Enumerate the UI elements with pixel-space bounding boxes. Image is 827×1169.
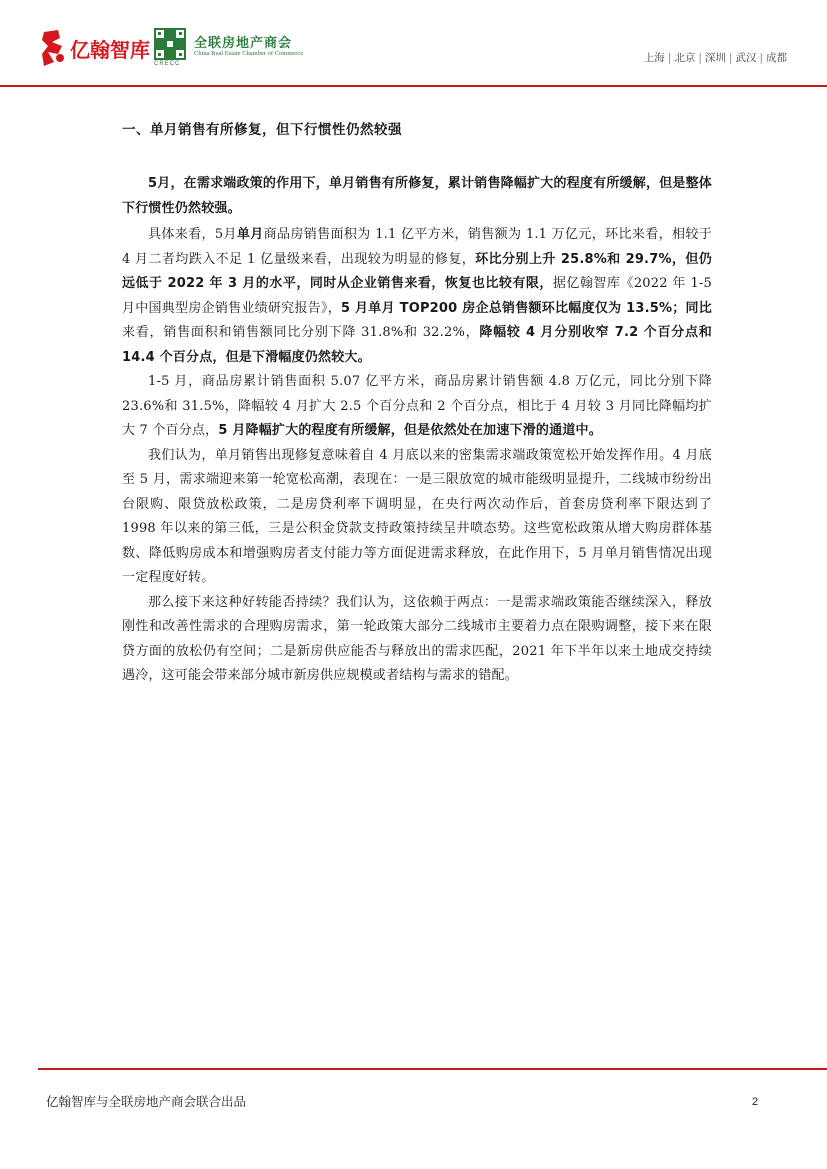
paragraph-monthly-detail — [122, 223, 712, 370]
bold-run: 5 月降幅扩大的程度有所缓解，但是依然处在加速下滑的通道中。 — [218, 423, 602, 438]
paragraph-cumulative — [122, 370, 712, 444]
city-chengdu: 成都 — [766, 52, 787, 64]
yihan-logo-text: 亿翰智库 — [70, 38, 150, 62]
yihan-logo-icon — [38, 28, 68, 68]
lead-text: 5月，在需求端政策的作用下，单月销售有所修复，累计销售降幅扩大的程度有所缓解，但是整体下行惯性仍然较强。 — [122, 176, 712, 216]
text-run: 据亿翰智库《2022 年 1-5 月中国典型房企销售业绩研究报告》， — [122, 276, 713, 316]
text-run: 1-5 月，商品房累计销售面积 5.07 亿平方米，商品房累计销售额 4.8 万亿元，同比分别下降 23.6%和 31.5%，降幅较 4 月扩大 2.5 个百分点和 2 个百分点，相比于 4 月较 3 月同比降幅均扩大 7 个百分点， — [122, 374, 712, 438]
city-separator: | — [667, 52, 672, 64]
footer-credit: 亿翰智库与全联房地产商会联合出品 — [46, 1094, 247, 1109]
city-beijing: 北京 — [674, 52, 696, 64]
crecc-logo-icon — [154, 28, 186, 60]
section-heading: 一、单月销售有所修复，但下行惯性仍然较强 — [122, 122, 402, 138]
bold-run: 单月 — [236, 227, 264, 242]
city-shenzhen: 深圳 — [704, 52, 726, 64]
crecc-logo-en: China Real Estate Chamber of Commerce — [194, 50, 304, 57]
bold-run: 降幅较 4 月分别收窄 7.2 个百分点和 14.4 个百分点，但是下滑幅度仍然较大。 — [122, 325, 712, 365]
crecc-logo-abbr: CRECC — [154, 61, 181, 67]
bold-run: 环比分别上升 25.8%和 29.7%，但仍远低于 2022 年 3 月的水平，同时从企业销售来看，恢复也比较有限， — [122, 251, 712, 291]
yihan-logo — [38, 28, 156, 72]
crecc-logo — [154, 28, 324, 68]
report-body — [122, 118, 712, 689]
text-run: 具体来看，5月 — [148, 227, 237, 242]
city-wuhan: 武汉 — [735, 52, 757, 64]
page-header — [0, 0, 827, 92]
footer-divider — [38, 1068, 827, 1070]
office-cities — [644, 50, 787, 65]
header-divider — [0, 85, 827, 87]
city-separator: | — [698, 52, 702, 64]
bold-run: 5 月单月 TOP200 房企总销售额环比幅度仅为 13.5%；同比 — [341, 300, 712, 316]
text-run: 来看，销售面积和销售额同比分别下降 31.8%和 32.2%， — [122, 325, 480, 340]
paragraph-outlook: 那么接下来这种好转能否持续？我们认为，这依赖于两点：一是需求端政策能否继续深入，释放刚性和改善性需求的合理购房需求，第一轮政策大部分二线城市主要着力点在限购调整，接下来在限贷方面的放松仍有空间；二是新房供应能否与释放出的需求匹配，2021 年下半年以来土地成交持续遇冷，这可能会带来部分城市新房供应规模或者结构与需求的错配。 — [122, 594, 712, 683]
page-number: 2 — [752, 1096, 759, 1108]
city-separator: | — [759, 52, 763, 64]
text-run: 商品房销售面积为 1.1 亿平方米，销售额为 1.1 万亿元，环比来看，相较于 4 月二者均跌入不足 1 亿量级来看，出现较为明显的修复， — [122, 227, 712, 267]
city-shanghai: 上海 — [643, 52, 665, 64]
crecc-logo-cn: 全联房地产商会 — [194, 36, 293, 51]
lead-paragraph — [122, 172, 712, 221]
city-separator: | — [728, 52, 733, 64]
paragraph-policy: 我们认为，单月销售出现修复意味着自 4 月底以来的密集需求端政策宽松开始发挥作用。4 月底至 5 月，需求端迎来第一轮宽松高潮，表现在：一是三限放宽的城市能级明显提升，二线城市纷纷出台限购、限贷放松政策，二是房贷利率下调明显，在央行两次动作后，首套房贷利率下限达到了 1998 年以来的第三低，三是公积金贷款支持政策持续呈井喷态势。这些宽松政策从增大购房群体基数、降低购房成本和增强购房者支付能力等方面促进需求释放，在此作用下，5 月单月销售情况出现一定程度好转。 — [122, 447, 712, 585]
